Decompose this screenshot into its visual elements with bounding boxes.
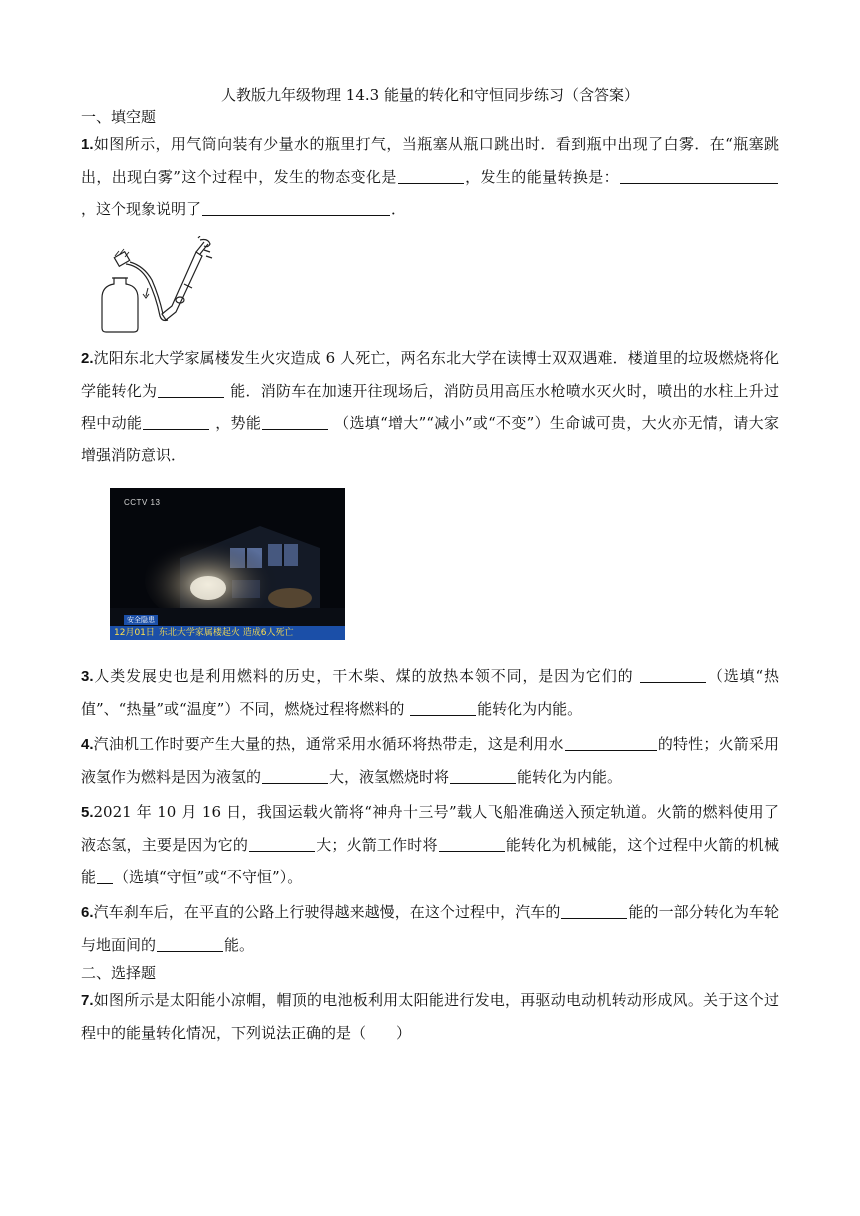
answer-blank[interactable] [158,382,224,398]
page-title: 人教版九年级物理 14.3 能量的转化和守恒同步练习（含答案） [221,86,639,104]
question-number: 3. [81,668,94,685]
ticker-text: 东北大学家属楼起火 造成6人死亡 [158,628,294,638]
answer-blank[interactable] [249,836,315,852]
question-text: 大，液氢燃烧时将 [329,768,450,786]
answer-blank[interactable] [640,667,706,683]
question-text: 能转化为机械能，这个过程中火箭的机械能 [81,836,779,886]
answer-blank[interactable] [157,936,223,952]
question-4 [81,728,779,793]
question-text: 如图所示是太阳能小凉帽，帽顶的电池板利用太阳能进行发电，再驱动电动机转动形成风。关于这个过程中的能量转化情况，下列说法正确的是（ ） [81,991,779,1042]
question-text: 沈阳东北大学家属楼发生火灾造成 6 人死亡，两名东北大学在读博士双双遇难．楼道里的垃圾燃烧将化学能转化为 [81,349,779,400]
question-text: 2021 年 10 月 16 日，我国运载火箭将“神舟十三号”载人飞船准确送入预定轨道。火箭的燃料使用了液态氢，主要是因为它的 [81,803,779,854]
question-6 [81,896,779,961]
question-text: 汽车刹车后，在平直的公路上行驶得越来越慢，在这个过程中，汽车的 [93,903,561,921]
question-7 [81,984,779,1049]
question-text: ，这个现象说明了 [81,200,202,218]
answer-blank[interactable] [262,768,328,784]
question-text: （选填“热值”、“热量”或“温度”）不同，燃烧过程将燃料的 [81,667,779,718]
question-text: （选填“守恒”或“不守恒”）。 [114,868,303,886]
bottle-pump-figure [96,236,222,336]
question-text: 能转化为内能。 [517,768,623,786]
answer-blank[interactable] [262,414,328,430]
question-2 [81,342,779,471]
question-text: 能。 [224,936,255,954]
question-number: 1. [81,136,94,153]
question-text: 能转化为内能。 [477,700,583,718]
question-3 [81,660,779,725]
question-number: 5. [81,804,94,821]
question-text: 如图所示，用气筒向装有少量水的瓶里打气，当瓶塞从瓶口跳出时．看到瓶中出现了白雾．在“瓶塞跳出，出现白雾”这个过程中，发生的物态变化是 [81,135,779,186]
question-number: 2. [81,350,94,367]
answer-blank[interactable] [398,168,464,184]
answer-blank[interactable] [565,735,657,751]
answer-blank[interactable] [143,414,209,430]
question-text: ，发生的能量转换是： [464,168,619,186]
question-text: ，势能 [210,414,262,432]
news-ticker [110,626,345,640]
question-text: 汽油机工作时要产生大量的热，通常采用水循环将热带走，这是利用水 [93,735,564,753]
question-number: 7. [81,992,94,1009]
ticker-date: 12月01日 [114,628,155,638]
section-heading-fill-in: 一、填空题 [81,108,157,126]
question-text: 人类发展史也是利用燃料的历史，干木柴、煤的放热本领不同，是因为它们的 [93,667,640,685]
answer-blank[interactable] [561,903,627,919]
question-text: ． [391,200,407,218]
question-text: 能．消防车在加速开往现场后，消防员用高压水枪喷水灭火时，喷出的水柱上升过程中动能 [81,382,779,432]
channel-logo: CCTV 13 [124,498,161,507]
question-1 [81,128,779,225]
question-number: 4. [81,736,94,753]
section-heading-multiple-choice: 二、选择题 [81,964,157,982]
answer-blank[interactable] [439,836,505,852]
answer-blank[interactable] [202,200,390,216]
question-text: （选填“增大”“减小”或“不变”）生命诚可贵，大火亦无情，请大家增强消防意识． [81,414,779,464]
question-5 [81,796,779,893]
question-number: 6. [81,904,94,921]
question-text: 大；火箭工作时将 [316,836,438,854]
fire-news-photo [110,488,345,640]
answer-blank[interactable] [620,168,778,184]
news-tag: 安全隐患 [124,615,158,625]
question-text: 能的一部分转化为车轮与地面间的 [81,903,779,954]
answer-blank[interactable] [450,768,516,784]
question-text: 的特性；火箭采用液氢作为燃料是因为液氢的 [81,735,779,786]
answer-blank[interactable] [410,700,476,716]
answer-blank[interactable] [97,868,113,884]
